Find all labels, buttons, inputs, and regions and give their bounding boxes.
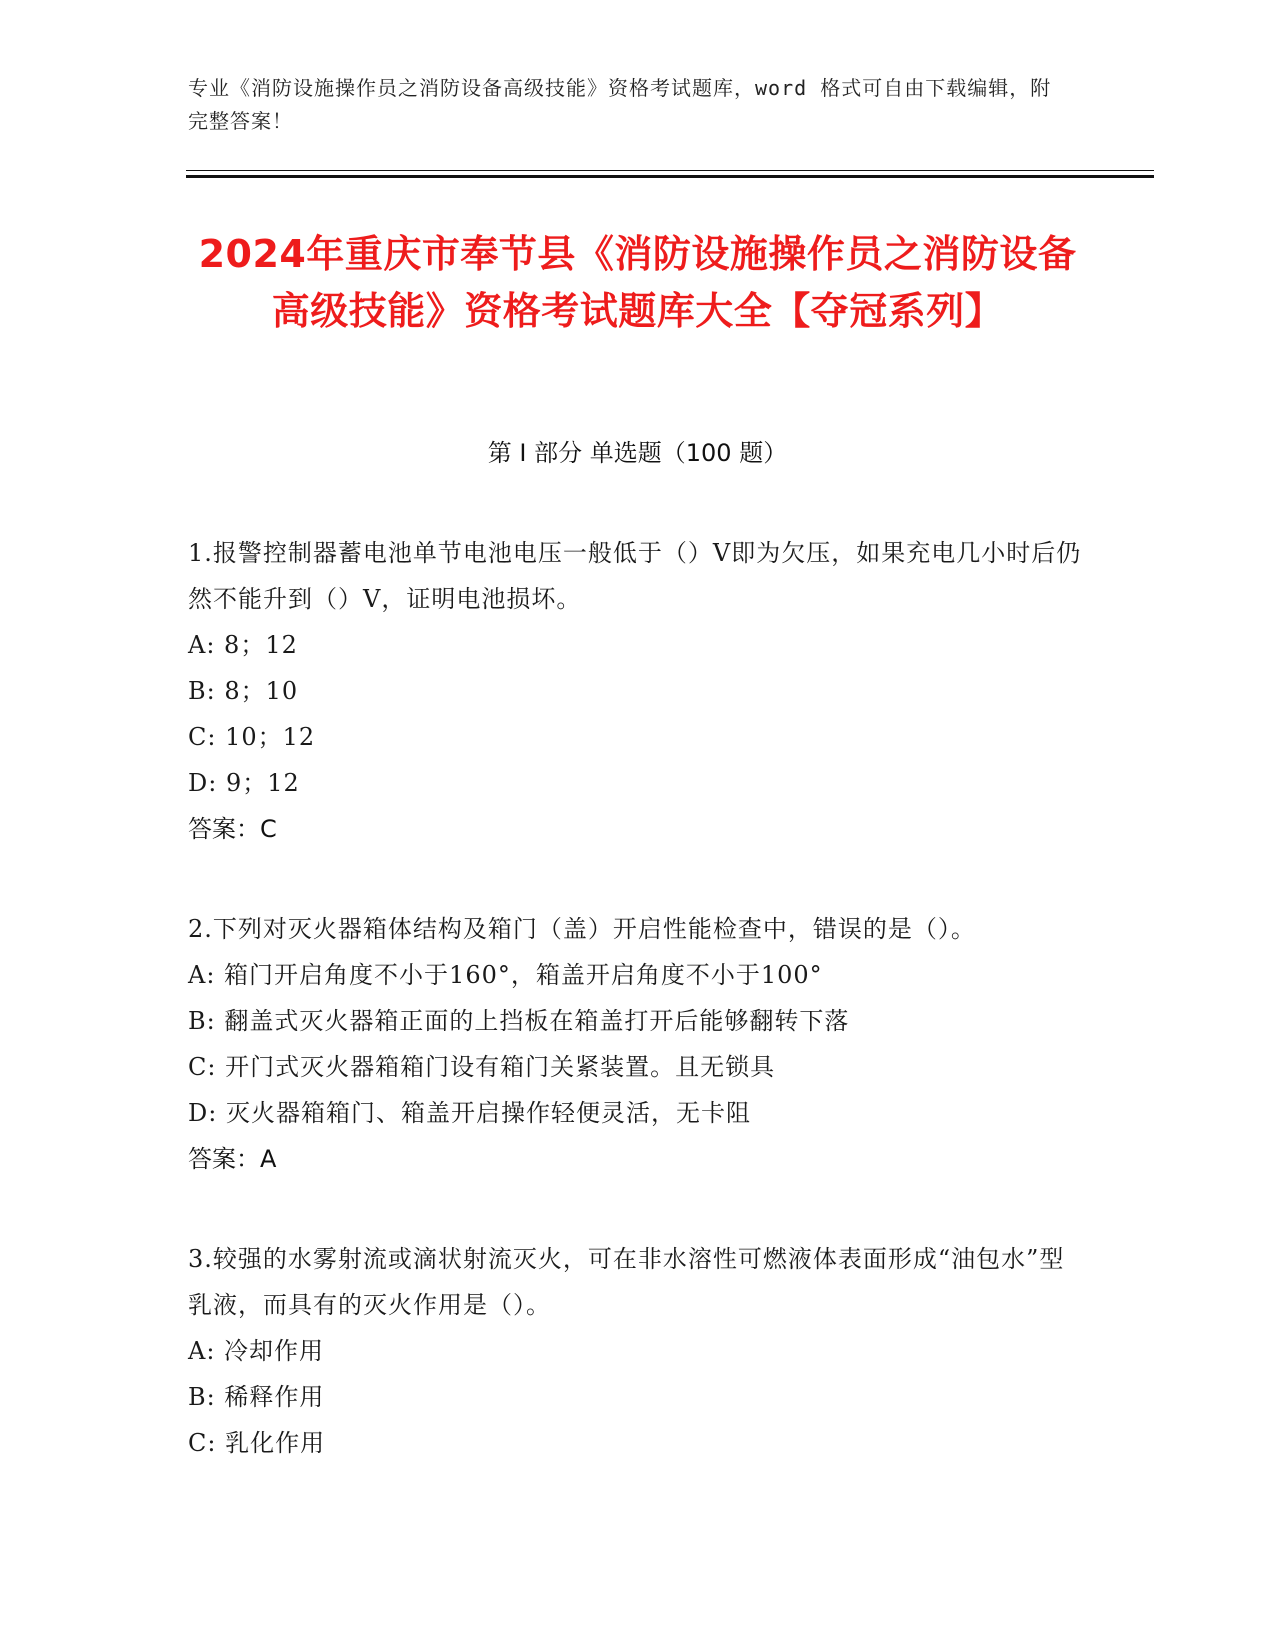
answer: 答案：A (188, 1145, 277, 1173)
question-list (188, 530, 1088, 1520)
option-d: D: 9；12 (188, 769, 300, 797)
question-stem: 1.报警控制器蓄电池单节电池电压一般低于（）V即为欠压，如果充电几小时后仍然不能升到（）V，证明电池损坏。 (188, 539, 1082, 613)
option-c: C: 开门式灭火器箱箱门设有箱门关紧装置。且无锁具 (188, 1053, 776, 1081)
question-2 (188, 906, 1088, 1182)
header-note: 专业《消防设施操作员之消防设备高级技能》资格考试题库，word 格式可自由下载编辑，附完整答案！ (188, 76, 1052, 133)
section-title: 第 I 部分 单选题（100 题） (487, 439, 788, 467)
option-c: C: 10；12 (188, 723, 316, 751)
header-rule-thin (186, 170, 1154, 171)
question-1 (188, 530, 1088, 852)
option-a: A: 箱门开启角度不小于160°，箱盖开启角度不小于100° (188, 961, 823, 989)
option-d: D: 灭火器箱箱门、箱盖开启操作轻便灵活，无卡阻 (188, 1099, 751, 1127)
option-b: B: 翻盖式灭火器箱正面的上挡板在箱盖打开后能够翻转下落 (188, 1007, 850, 1035)
header-rule-thick (186, 175, 1154, 178)
option-c: C: 乳化作用 (188, 1429, 326, 1457)
question-stem: 3.较强的水雾射流或滴状射流灭火，可在非水溶性可燃液体表面形成“油包水”型乳液，而具有的灭火作用是（）。 (188, 1245, 1065, 1319)
option-a: A: 冷却作用 (188, 1337, 325, 1365)
question-stem: 2.下列对灭火器箱体结构及箱门（盖）开启性能检查中，错误的是（）。 (188, 915, 976, 943)
option-b: B: 8；10 (188, 677, 299, 705)
question-3 (188, 1236, 1088, 1466)
answer: 答案：C (188, 815, 277, 843)
document-title: 2024年重庆市奉节县《消防设施操作员之消防设备高级技能》资格考试题库大全【夺冠系列】 (198, 232, 1077, 333)
option-b: B: 稀释作用 (188, 1383, 325, 1411)
option-a: A: 8；12 (188, 631, 298, 659)
